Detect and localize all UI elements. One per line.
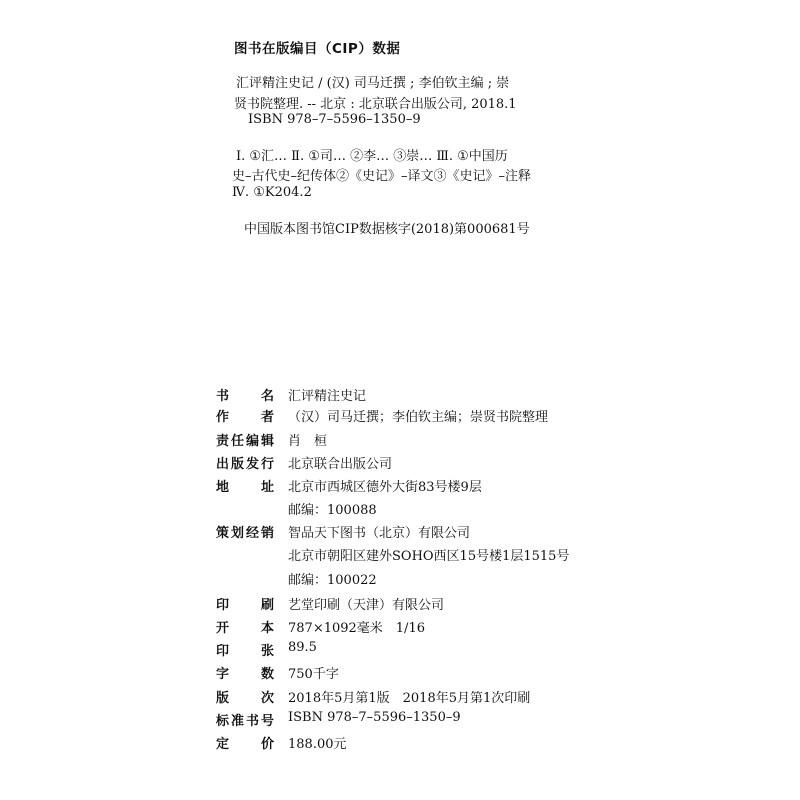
info-value: 邮编：100088 xyxy=(288,503,377,518)
info-label: 地址 xyxy=(216,480,274,495)
cip-line-1: 汇评精注史记 / (汉) 司马迁撰 ; 李伯钦主编 ; 崇 xyxy=(236,76,510,91)
cip-record-number: 中国版本图书馆CIP数据核字(2018)第000681号 xyxy=(244,222,530,237)
info-value: 750千字 xyxy=(288,667,339,682)
info-value: 2018年5月第1版 2018年5月第1次印刷 xyxy=(288,691,531,706)
info-label: 作者 xyxy=(216,410,274,425)
info-label: 策划经销 xyxy=(216,526,274,541)
info-label: 字数 xyxy=(216,667,274,682)
info-label: 责任编辑 xyxy=(216,434,274,449)
info-value: 787×1092毫米 1/16 xyxy=(288,621,425,636)
info-value: 汇评精注史记 xyxy=(288,389,367,404)
info-value: 艺堂印刷（天津）有限公司 xyxy=(288,598,445,613)
info-label: 版次 xyxy=(216,691,274,706)
cip-isbn-line: ISBN 978–7–5596–1350–9 xyxy=(248,112,421,127)
info-label: 定价 xyxy=(216,737,274,752)
info-value: 89.5 xyxy=(288,640,317,655)
info-label: 标准书号 xyxy=(216,714,274,729)
info-value: ISBN 978–7–5596–1350–9 xyxy=(288,710,461,725)
cip-classification-line-3: Ⅳ. ①K204.2 xyxy=(232,185,312,200)
info-value: （汉）司马迁撰；李伯钦主编；崇贤书院整理 xyxy=(288,410,549,425)
info-label: 书名 xyxy=(216,389,274,404)
info-value: 北京市朝阳区建外SOHO西区15号楼1层1515号 xyxy=(288,549,570,564)
info-value: 北京联合出版公司 xyxy=(288,457,393,472)
cip-line-2: 贤书院整理. -- 北京 : 北京联合出版公司, 2018.1 xyxy=(234,97,517,112)
info-label: 印刷 xyxy=(216,598,274,613)
info-value: 北京市西城区德外大街83号楼9层 xyxy=(288,480,482,495)
cip-classification-line-2: 史–古代史–纪传体②《史记》–译文③《史记》–注释 xyxy=(232,169,532,184)
cip-classification-line-1: Ⅰ. ①汇… Ⅱ. ①司… ②李… ③崇… Ⅲ. ①中国历 xyxy=(236,149,508,164)
info-value: 188.00元 xyxy=(288,737,347,752)
info-label: 印张 xyxy=(216,644,274,659)
info-label: 开本 xyxy=(216,621,274,636)
cip-title: 图书在版编目（CIP）数据 xyxy=(234,41,401,57)
info-value: 邮编：100022 xyxy=(288,573,377,588)
info-value: 肖 桓 xyxy=(288,434,328,449)
info-value: 智品天下图书（北京）有限公司 xyxy=(288,526,471,541)
info-label: 出版发行 xyxy=(216,457,274,472)
